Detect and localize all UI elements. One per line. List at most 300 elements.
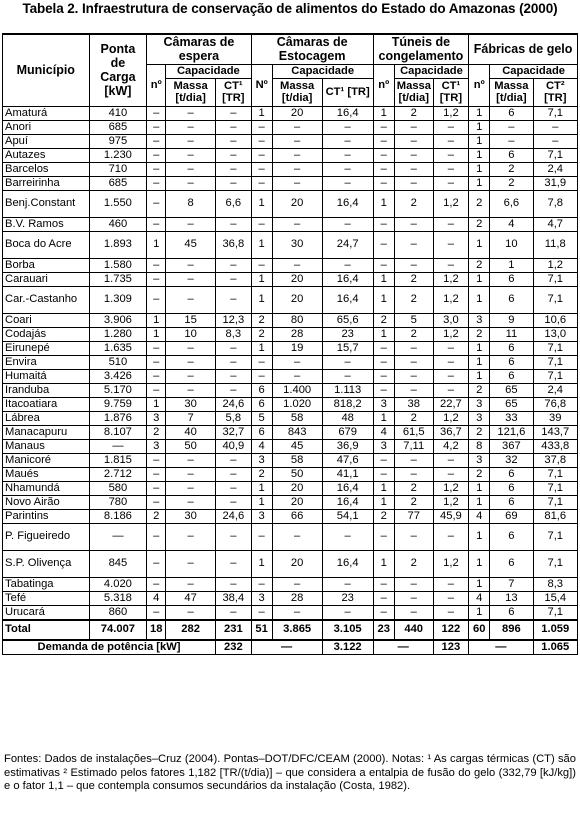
value-cell: 7,1 bbox=[533, 355, 577, 369]
value-cell: – bbox=[533, 120, 577, 134]
table-row bbox=[3, 509, 578, 523]
value-cell: 3 bbox=[251, 509, 272, 523]
value-cell: 69 bbox=[490, 509, 533, 523]
value-cell: – bbox=[147, 176, 166, 190]
value-cell: 1,2 bbox=[433, 550, 469, 577]
value-cell: 7,1 bbox=[533, 550, 577, 577]
value-cell: 11,8 bbox=[533, 231, 577, 258]
value-cell: 6 bbox=[490, 605, 533, 620]
value-cell: 7,11 bbox=[394, 439, 433, 453]
value-cell: – bbox=[251, 217, 272, 231]
value-cell: 2 bbox=[394, 190, 433, 217]
value-cell: – bbox=[373, 591, 394, 605]
total-label: Total bbox=[3, 620, 90, 640]
value-cell: – bbox=[322, 162, 373, 176]
municipio-cell: Car.-Castanho bbox=[3, 286, 90, 313]
value-cell: – bbox=[433, 341, 469, 355]
municipio-cell: Manicoré bbox=[3, 453, 90, 467]
value-cell: 1 bbox=[469, 577, 490, 591]
value-cell: 1,2 bbox=[433, 106, 469, 120]
value-cell: – bbox=[394, 467, 433, 481]
value-cell: 6 bbox=[490, 341, 533, 355]
value-cell: – bbox=[272, 577, 322, 591]
value-cell: 679 bbox=[322, 425, 373, 439]
table-notes: Fontes: Dados de instalações–Cruz (2004). Pontas–DOT/DFC/CEAM (2000). Notas: ¹ As cargas térmicas (CT) são estimativas ² Estimado pelos fatores 1,182 [TR/(t/dia)] – que considera a entalpia de fusão do gelo (332,79 [kJ/kg]) e o fator 1,1 – que contempla consumos secundários da instalação (Costa, 1982). bbox=[4, 753, 576, 792]
header-ct-espera: CT¹ [TR] bbox=[216, 78, 252, 106]
municipio-cell: Barcelos bbox=[3, 162, 90, 176]
value-cell: – bbox=[433, 467, 469, 481]
table-row bbox=[3, 605, 578, 620]
value-cell: – bbox=[322, 523, 373, 550]
value-cell: 65 bbox=[490, 383, 533, 397]
value-cell: 66 bbox=[272, 509, 322, 523]
value-cell: – bbox=[533, 134, 577, 148]
value-cell: 2 bbox=[469, 327, 490, 341]
table-row bbox=[3, 439, 578, 453]
value-cell: 39 bbox=[533, 411, 577, 425]
municipio-cell: B.V. Ramos bbox=[3, 217, 90, 231]
value-cell: 81,6 bbox=[533, 509, 577, 523]
value-cell: 24,6 bbox=[216, 397, 252, 411]
value-cell: — bbox=[89, 439, 147, 453]
value-cell: 6 bbox=[490, 481, 533, 495]
value-cell: – bbox=[272, 162, 322, 176]
value-cell: 1 bbox=[373, 286, 394, 313]
value-cell: 4 bbox=[469, 509, 490, 523]
value-cell: 1 bbox=[251, 341, 272, 355]
value-cell: – bbox=[433, 591, 469, 605]
municipio-cell: Eirunepé bbox=[3, 341, 90, 355]
value-cell: – bbox=[147, 286, 166, 313]
demanda-tuneis: 123 bbox=[433, 640, 469, 655]
value-cell: 1 bbox=[251, 481, 272, 495]
value-cell: – bbox=[433, 523, 469, 550]
value-cell: 2 bbox=[373, 313, 394, 327]
table-row bbox=[3, 258, 578, 272]
value-cell: 20 bbox=[272, 272, 322, 286]
value-cell: 1 bbox=[373, 495, 394, 509]
table-row bbox=[3, 162, 578, 176]
value-cell: – bbox=[394, 217, 433, 231]
value-cell: 20 bbox=[272, 106, 322, 120]
table-row bbox=[3, 231, 578, 258]
value-cell: – bbox=[147, 217, 166, 231]
value-cell: 3 bbox=[373, 439, 394, 453]
value-cell: 845 bbox=[89, 550, 147, 577]
value-cell: – bbox=[394, 453, 433, 467]
value-cell: 40 bbox=[166, 425, 216, 439]
value-cell: – bbox=[272, 355, 322, 369]
value-cell: 37,8 bbox=[533, 453, 577, 467]
value-cell: – bbox=[166, 286, 216, 313]
value-cell: 4 bbox=[147, 591, 166, 605]
value-cell: – bbox=[373, 231, 394, 258]
value-cell: – bbox=[373, 176, 394, 190]
value-cell: 2 bbox=[251, 467, 272, 481]
value-cell: 1 bbox=[469, 286, 490, 313]
value-cell: 410 bbox=[89, 106, 147, 120]
value-cell: – bbox=[373, 369, 394, 383]
value-cell: 8 bbox=[166, 190, 216, 217]
value-cell: – bbox=[322, 369, 373, 383]
municipio-cell: Coari bbox=[3, 313, 90, 327]
value-cell: – bbox=[166, 495, 216, 509]
value-cell: – bbox=[216, 258, 252, 272]
table-row bbox=[3, 523, 578, 550]
municipio-cell: Boca do Acre bbox=[3, 231, 90, 258]
value-cell: 1 bbox=[373, 272, 394, 286]
value-cell: 10 bbox=[166, 327, 216, 341]
value-cell: – bbox=[166, 369, 216, 383]
value-cell: – bbox=[166, 467, 216, 481]
value-cell: 58 bbox=[272, 453, 322, 467]
value-cell: 50 bbox=[272, 467, 322, 481]
demanda-row bbox=[3, 640, 578, 655]
value-cell: 2 bbox=[251, 327, 272, 341]
value-cell: 4 bbox=[469, 591, 490, 605]
table-row bbox=[3, 148, 578, 162]
value-cell: 367 bbox=[490, 439, 533, 453]
value-cell: 1 bbox=[469, 605, 490, 620]
value-cell: 50 bbox=[166, 439, 216, 453]
value-cell: – bbox=[394, 148, 433, 162]
value-cell: 31,9 bbox=[533, 176, 577, 190]
value-cell: 460 bbox=[89, 217, 147, 231]
value-cell: 1 bbox=[469, 120, 490, 134]
value-cell: 1,2 bbox=[433, 481, 469, 495]
value-cell: 2 bbox=[469, 467, 490, 481]
value-cell: 6,6 bbox=[490, 190, 533, 217]
value-cell: 3.426 bbox=[89, 369, 147, 383]
value-cell: 1,2 bbox=[433, 411, 469, 425]
municipio-cell: S.P. Olivença bbox=[3, 550, 90, 577]
demanda-tuneis-dash: — bbox=[373, 640, 433, 655]
value-cell: 143,7 bbox=[533, 425, 577, 439]
value-cell: 685 bbox=[89, 176, 147, 190]
value-cell: – bbox=[216, 176, 252, 190]
value-cell: – bbox=[272, 523, 322, 550]
demanda-estocagem: 3.122 bbox=[322, 640, 373, 655]
value-cell: 6,6 bbox=[216, 190, 252, 217]
value-cell: – bbox=[373, 577, 394, 591]
value-cell: 1 bbox=[469, 134, 490, 148]
value-cell: – bbox=[166, 355, 216, 369]
value-cell: 6 bbox=[490, 272, 533, 286]
value-cell: 1.580 bbox=[89, 258, 147, 272]
value-cell: 23 bbox=[322, 327, 373, 341]
value-cell: 7,1 bbox=[533, 523, 577, 550]
value-cell: 77 bbox=[394, 509, 433, 523]
value-cell: 433,8 bbox=[533, 439, 577, 453]
value-cell: 2,4 bbox=[533, 383, 577, 397]
value-cell: 975 bbox=[89, 134, 147, 148]
value-cell: 3 bbox=[251, 453, 272, 467]
value-cell: 1 bbox=[251, 190, 272, 217]
municipio-cell: Itacoatiara bbox=[3, 397, 90, 411]
value-cell: 710 bbox=[89, 162, 147, 176]
value-cell: 11 bbox=[490, 327, 533, 341]
value-cell: 860 bbox=[89, 605, 147, 620]
value-cell: 4 bbox=[373, 425, 394, 439]
table-row bbox=[3, 313, 578, 327]
value-cell: – bbox=[147, 272, 166, 286]
value-cell: – bbox=[166, 134, 216, 148]
value-cell: – bbox=[147, 341, 166, 355]
infrastructure-table bbox=[2, 33, 578, 655]
municipio-cell: Parintins bbox=[3, 509, 90, 523]
value-cell: – bbox=[216, 605, 252, 620]
value-cell: 24,7 bbox=[322, 231, 373, 258]
value-cell: 121,6 bbox=[490, 425, 533, 439]
value-cell: 40,9 bbox=[216, 439, 252, 453]
municipio-cell: Humaitá bbox=[3, 369, 90, 383]
value-cell: 10,6 bbox=[533, 313, 577, 327]
value-cell: 1.280 bbox=[89, 327, 147, 341]
municipio-cell: Amaturá bbox=[3, 106, 90, 120]
value-cell: – bbox=[433, 453, 469, 467]
value-cell: 1 bbox=[469, 272, 490, 286]
value-cell: 7,1 bbox=[533, 286, 577, 313]
value-cell: 1 bbox=[373, 411, 394, 425]
total-cell: 440 bbox=[394, 620, 433, 640]
value-cell: 2 bbox=[469, 190, 490, 217]
value-cell: 6 bbox=[490, 369, 533, 383]
value-cell: 1.735 bbox=[89, 272, 147, 286]
value-cell: – bbox=[322, 217, 373, 231]
value-cell: – bbox=[433, 369, 469, 383]
total-cell: 231 bbox=[216, 620, 252, 640]
total-cell: 896 bbox=[490, 620, 533, 640]
value-cell: – bbox=[373, 148, 394, 162]
value-cell: – bbox=[251, 148, 272, 162]
value-cell: 1 bbox=[469, 162, 490, 176]
value-cell: 1 bbox=[373, 550, 394, 577]
value-cell: 1 bbox=[251, 106, 272, 120]
value-cell: 2 bbox=[394, 106, 433, 120]
value-cell: 2 bbox=[373, 509, 394, 523]
value-cell: – bbox=[433, 231, 469, 258]
value-cell: 1 bbox=[469, 355, 490, 369]
total-cell: 18 bbox=[147, 620, 166, 640]
value-cell: – bbox=[322, 577, 373, 591]
value-cell: – bbox=[251, 577, 272, 591]
value-cell: 1 bbox=[147, 313, 166, 327]
header-massa-tuneis: Massa [t/dia] bbox=[394, 78, 433, 106]
value-cell: – bbox=[373, 134, 394, 148]
value-cell: 1,2 bbox=[433, 190, 469, 217]
table-row bbox=[3, 411, 578, 425]
value-cell: 7,8 bbox=[533, 190, 577, 217]
value-cell: 16,4 bbox=[322, 190, 373, 217]
value-cell: – bbox=[394, 355, 433, 369]
value-cell: 2 bbox=[147, 425, 166, 439]
value-cell: 1 bbox=[373, 106, 394, 120]
table-row bbox=[3, 286, 578, 313]
value-cell: 41,1 bbox=[322, 467, 373, 481]
value-cell: – bbox=[373, 120, 394, 134]
value-cell: – bbox=[394, 134, 433, 148]
value-cell: 1 bbox=[251, 550, 272, 577]
value-cell: – bbox=[433, 120, 469, 134]
municipio-cell: Tefé bbox=[3, 591, 90, 605]
value-cell: 48 bbox=[322, 411, 373, 425]
value-cell: 1 bbox=[147, 397, 166, 411]
header-capacidade-espera: Capacidade bbox=[166, 64, 251, 78]
value-cell: 6 bbox=[490, 550, 533, 577]
table-row bbox=[3, 591, 578, 605]
value-cell: – bbox=[216, 106, 252, 120]
header-n-estocagem: Nº bbox=[251, 64, 272, 106]
value-cell: 3 bbox=[469, 397, 490, 411]
value-cell: – bbox=[147, 148, 166, 162]
value-cell: – bbox=[272, 120, 322, 134]
header-ct-estocagem: CT¹ [TR] bbox=[322, 78, 373, 106]
value-cell: 6 bbox=[490, 495, 533, 509]
total-cell: 1.059 bbox=[533, 620, 577, 640]
value-cell: 4,2 bbox=[433, 439, 469, 453]
value-cell: – bbox=[433, 162, 469, 176]
value-cell: – bbox=[433, 134, 469, 148]
value-cell: – bbox=[216, 162, 252, 176]
value-cell: 4 bbox=[251, 439, 272, 453]
value-cell: 1,2 bbox=[433, 495, 469, 509]
value-cell: 3.906 bbox=[89, 313, 147, 327]
value-cell: – bbox=[251, 120, 272, 134]
value-cell: – bbox=[166, 162, 216, 176]
value-cell: 8.186 bbox=[89, 509, 147, 523]
value-cell: – bbox=[394, 369, 433, 383]
value-cell: 8 bbox=[469, 439, 490, 453]
value-cell: – bbox=[373, 467, 394, 481]
value-cell: 2 bbox=[394, 495, 433, 509]
value-cell: 3 bbox=[469, 411, 490, 425]
value-cell: 22,7 bbox=[433, 397, 469, 411]
value-cell: 7 bbox=[490, 577, 533, 591]
value-cell: 1.113 bbox=[322, 383, 373, 397]
value-cell: 47 bbox=[166, 591, 216, 605]
value-cell: – bbox=[216, 383, 252, 397]
municipio-cell: Iranduba bbox=[3, 383, 90, 397]
value-cell: 8,3 bbox=[533, 577, 577, 591]
value-cell: 1 bbox=[373, 190, 394, 217]
municipio-cell: Carauari bbox=[3, 272, 90, 286]
header-ct-fabricas: CT² [TR] bbox=[533, 78, 577, 106]
value-cell: 7,1 bbox=[533, 341, 577, 355]
value-cell: 15,7 bbox=[322, 341, 373, 355]
header-fabricas: Fábricas de gelo bbox=[469, 34, 578, 64]
value-cell: – bbox=[322, 134, 373, 148]
value-cell: 16,4 bbox=[322, 481, 373, 495]
value-cell: 36,7 bbox=[433, 425, 469, 439]
value-cell: 30 bbox=[166, 509, 216, 523]
value-cell: 1 bbox=[469, 231, 490, 258]
header-ponta-carga: Ponta de Carga [kW] bbox=[89, 34, 147, 106]
value-cell: 1.893 bbox=[89, 231, 147, 258]
value-cell: – bbox=[373, 341, 394, 355]
value-cell: – bbox=[433, 383, 469, 397]
value-cell: 15,4 bbox=[533, 591, 577, 605]
value-cell: 2 bbox=[394, 411, 433, 425]
value-cell: 32,7 bbox=[216, 425, 252, 439]
municipio-cell: Nhamundá bbox=[3, 481, 90, 495]
value-cell: – bbox=[490, 120, 533, 134]
value-cell: 20 bbox=[272, 190, 322, 217]
table-row bbox=[3, 355, 578, 369]
value-cell: – bbox=[251, 605, 272, 620]
value-cell: – bbox=[166, 577, 216, 591]
value-cell: – bbox=[166, 550, 216, 577]
value-cell: 6 bbox=[251, 397, 272, 411]
header-n-fabricas: nº bbox=[469, 64, 490, 106]
value-cell: 1 bbox=[469, 523, 490, 550]
value-cell: 54,1 bbox=[322, 509, 373, 523]
value-cell: 4,7 bbox=[533, 217, 577, 231]
demanda-espera: 232 bbox=[216, 640, 252, 655]
value-cell: 1,2 bbox=[433, 327, 469, 341]
value-cell: – bbox=[394, 591, 433, 605]
value-cell: 4.020 bbox=[89, 577, 147, 591]
value-cell: 16,4 bbox=[322, 286, 373, 313]
value-cell: – bbox=[433, 217, 469, 231]
value-cell: – bbox=[216, 120, 252, 134]
header-capacidade-fabricas: Capacidade bbox=[490, 64, 578, 78]
value-cell: – bbox=[147, 605, 166, 620]
value-cell: 3 bbox=[251, 591, 272, 605]
table-row bbox=[3, 425, 578, 439]
value-cell: 65,6 bbox=[322, 313, 373, 327]
table-row bbox=[3, 134, 578, 148]
value-cell: 1.230 bbox=[89, 148, 147, 162]
value-cell: 30 bbox=[272, 231, 322, 258]
value-cell: 6 bbox=[490, 355, 533, 369]
value-cell: 1.020 bbox=[272, 397, 322, 411]
value-cell: – bbox=[216, 495, 252, 509]
demanda-estocagem-dash: — bbox=[251, 640, 322, 655]
header-massa-fabricas: Massa [t/dia] bbox=[490, 78, 533, 106]
value-cell: – bbox=[251, 355, 272, 369]
value-cell: 19 bbox=[272, 341, 322, 355]
value-cell: – bbox=[216, 355, 252, 369]
value-cell: 6 bbox=[490, 467, 533, 481]
value-cell: 36,9 bbox=[322, 439, 373, 453]
value-cell: – bbox=[216, 467, 252, 481]
value-cell: – bbox=[394, 523, 433, 550]
value-cell: – bbox=[147, 495, 166, 509]
value-cell: – bbox=[433, 577, 469, 591]
municipio-cell: Codajás bbox=[3, 327, 90, 341]
value-cell: – bbox=[166, 605, 216, 620]
value-cell: 5 bbox=[394, 313, 433, 327]
value-cell: – bbox=[147, 467, 166, 481]
value-cell: 2,4 bbox=[533, 162, 577, 176]
value-cell: 9.759 bbox=[89, 397, 147, 411]
value-cell: – bbox=[322, 176, 373, 190]
value-cell: – bbox=[373, 258, 394, 272]
value-cell: – bbox=[216, 369, 252, 383]
value-cell: 1 bbox=[251, 231, 272, 258]
value-cell: 510 bbox=[89, 355, 147, 369]
value-cell: 65 bbox=[490, 397, 533, 411]
value-cell: – bbox=[216, 134, 252, 148]
value-cell: – bbox=[394, 162, 433, 176]
municipio-cell: Manacapuru bbox=[3, 425, 90, 439]
value-cell: 2 bbox=[394, 327, 433, 341]
value-cell: 45 bbox=[272, 439, 322, 453]
value-cell: 47,6 bbox=[322, 453, 373, 467]
value-cell: 580 bbox=[89, 481, 147, 495]
value-cell: 1.550 bbox=[89, 190, 147, 217]
value-cell: 1 bbox=[147, 327, 166, 341]
